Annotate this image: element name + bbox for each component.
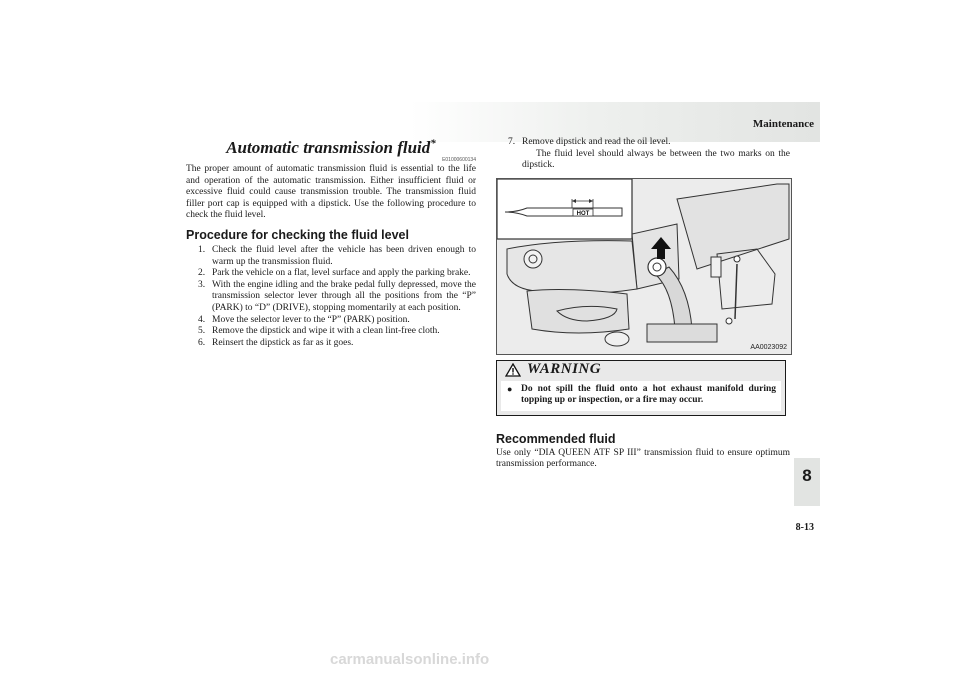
procedure-steps <box>186 245 476 349</box>
list-item <box>496 137 790 172</box>
step-number: 4. <box>198 314 206 325</box>
step-note: The fluid level should always be between the two marks on the dipstick. <box>522 148 790 171</box>
bullet-icon: ● <box>507 383 513 394</box>
section-title: Maintenance <box>752 118 814 130</box>
list-item <box>186 338 476 350</box>
step-number: 2. <box>198 268 206 279</box>
list-item <box>186 326 476 338</box>
warning-box <box>496 360 786 416</box>
dipstick-hot-label: HOT <box>576 210 590 217</box>
chapter-number: 8 <box>802 466 812 485</box>
step-text: Remove the dipstick and wipe it with a clean lint-free cloth. <box>212 326 440 337</box>
warning-label: WARNING <box>527 360 602 377</box>
procedure-heading: Procedure for checking the fluid level <box>186 227 409 242</box>
title-row <box>186 137 476 163</box>
warning-triangle-icon <box>505 363 521 377</box>
step-text: Park the vehicle on a flat, level surface and apply the parking brake. <box>212 268 471 279</box>
procedure-steps-continued <box>496 137 790 172</box>
step-text: Check the fluid level after the vehicle has been driven enough to warm up the transmission fluid. <box>212 244 476 267</box>
page-number: 8-13 <box>795 522 814 533</box>
list-item <box>186 315 476 327</box>
step-number: 5. <box>198 326 206 337</box>
step-text: Remove dipstick and read the oil level. <box>522 137 671 147</box>
step-text: Move the selector lever to the “P” (PARK) position. <box>212 314 410 325</box>
page-title <box>226 138 436 157</box>
engine-illustration <box>497 179 791 354</box>
warning-text: Do not spill the fluid onto a hot exhaust manifold during topping up or inspection, or a fire may occur. <box>521 383 776 406</box>
left-column <box>186 137 476 349</box>
page-title-text: Automatic transmission fluid <box>226 137 431 157</box>
right-column <box>496 137 790 471</box>
step-number: 7. <box>508 137 516 147</box>
step-text: With the engine idling and the brake pedal fully depressed, move the transmission selector lever through all the positions from the “P” (PARK) to “D” (DRIVE), stopping momentarily at each position. <box>212 279 476 313</box>
step-number: 1. <box>198 244 206 255</box>
list-item <box>186 268 476 280</box>
section-code: E01000600134 <box>442 157 476 163</box>
recommended-heading: Recommended fluid <box>496 431 616 446</box>
title-mark: * <box>430 137 436 149</box>
figure-code: AA0023092 <box>750 343 787 351</box>
list-item <box>186 280 476 315</box>
warning-text-area <box>501 381 781 411</box>
step-text: Reinsert the dipstick as far as it goes. <box>212 337 354 348</box>
warning-header <box>497 361 785 381</box>
recommended-text: Use only “DIA QUEEN ATF SP III” transmission fluid to ensure optimum transmission performance. <box>496 447 790 470</box>
intro-paragraph: The proper amount of automatic transmission fluid is essential to the life and operation of the automatic transmission. Either insufficient fluid or excessive fluid could cause transmission trouble. The transmission fluid filler port cap is equipped with a dipstick. Use the following procedure to check the fluid level. <box>186 164 476 221</box>
dipstick-figure <box>496 178 792 355</box>
step-number: 6. <box>198 337 206 348</box>
step-number: 3. <box>198 279 206 290</box>
list-item <box>186 245 476 268</box>
watermark: carmanualsonline.info <box>330 651 490 668</box>
